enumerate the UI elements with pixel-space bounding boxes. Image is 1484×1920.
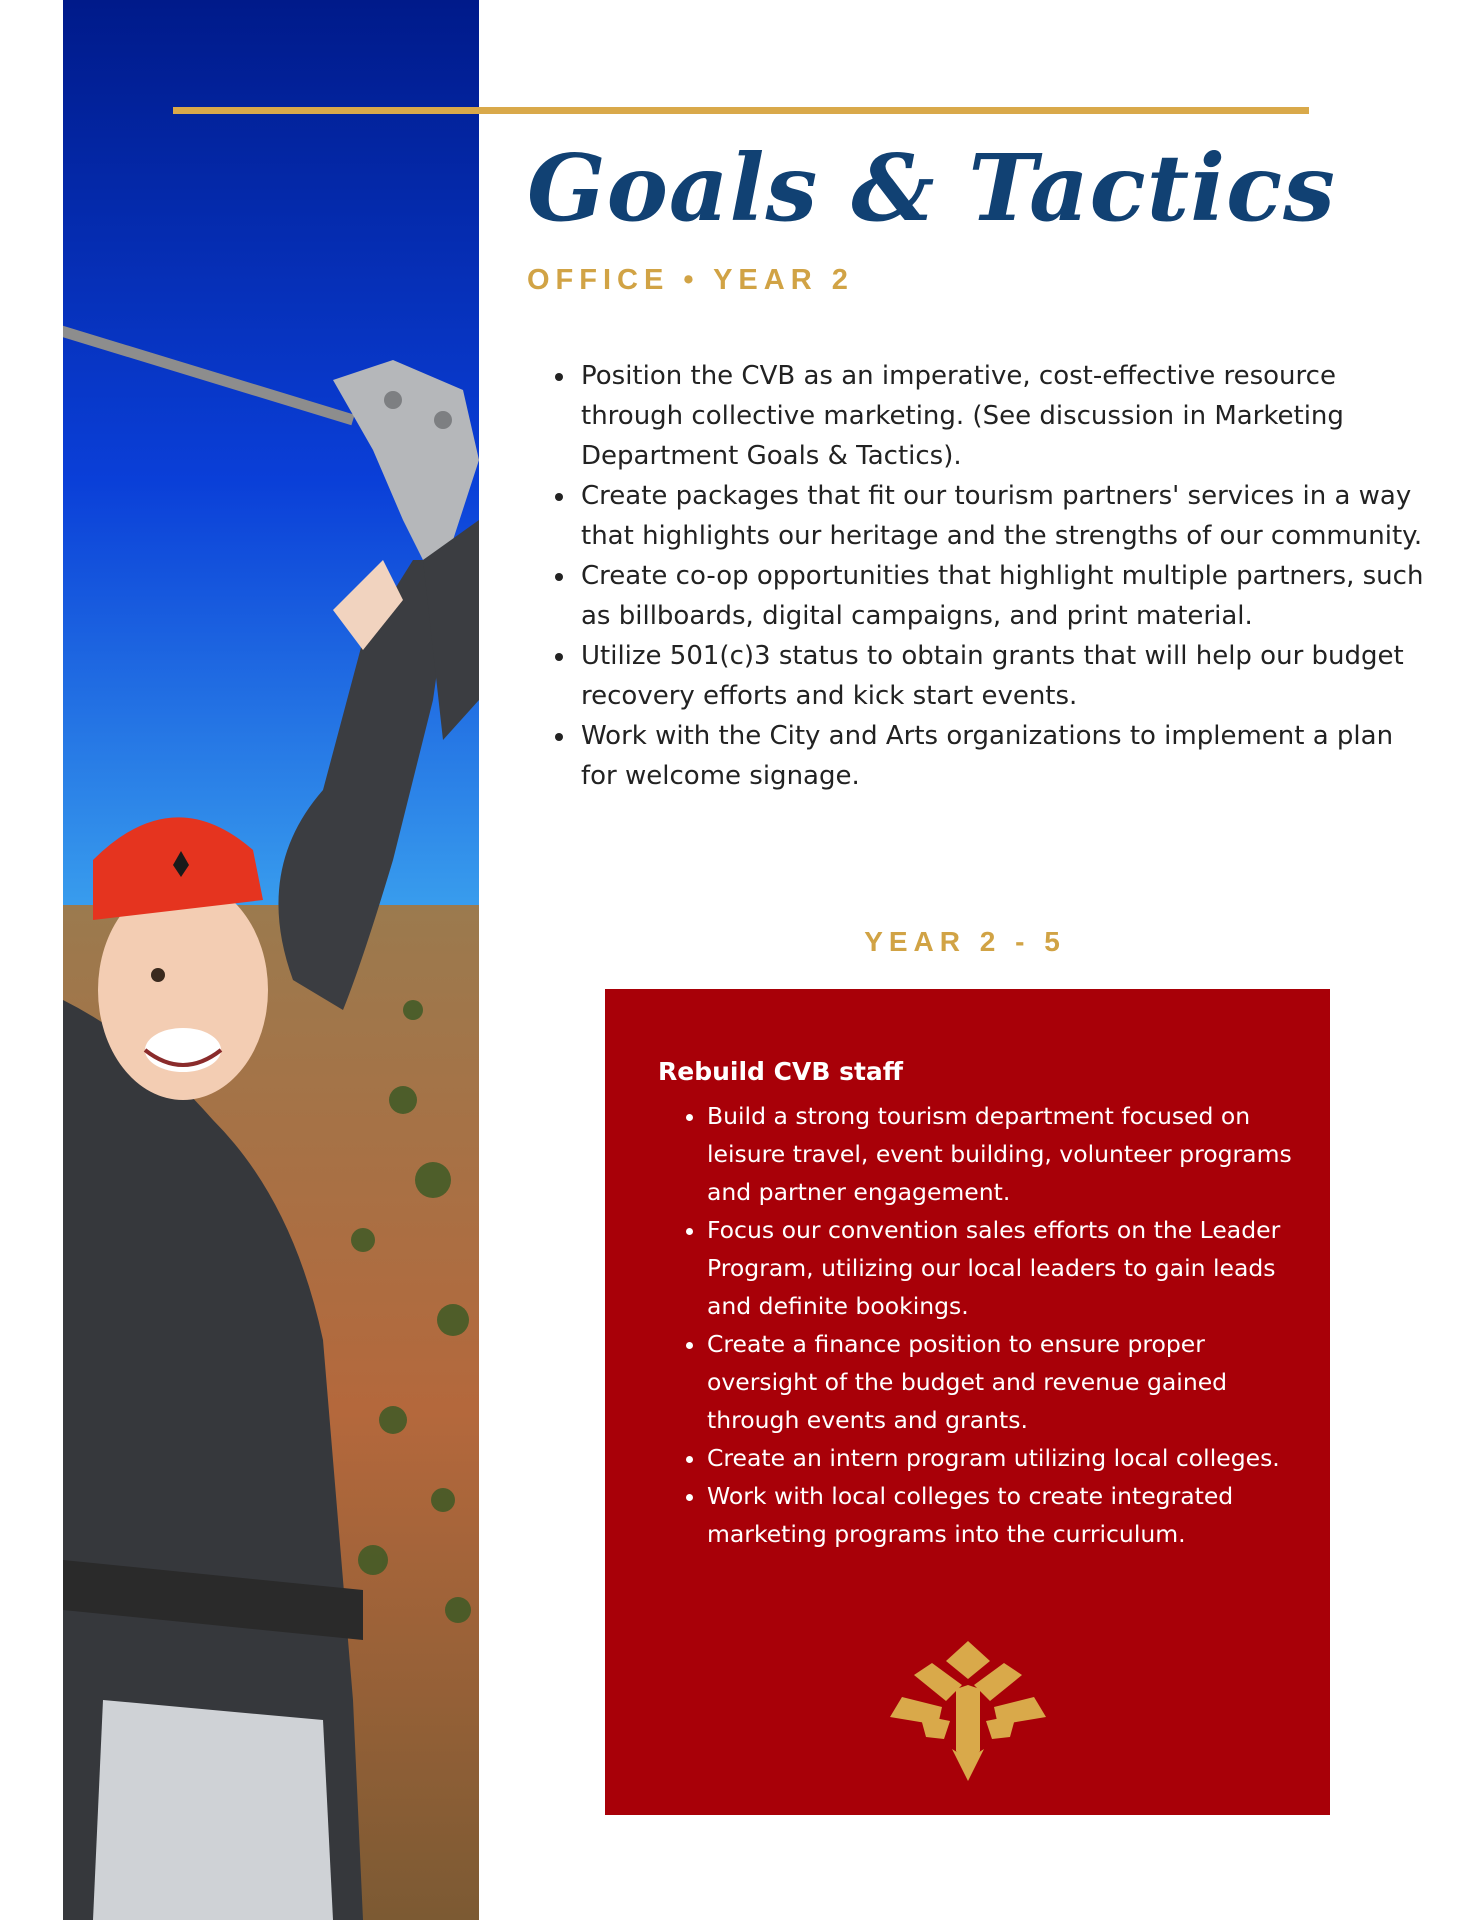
page-title: Goals & Tactics bbox=[527, 134, 1336, 242]
staff-goals-panel bbox=[605, 989, 1330, 1815]
list-item: • Utilize 501(c)3 status to obtain grants that will help our budget recovery efforts and kick start events. bbox=[577, 636, 1427, 716]
list-item: • Work with local colleges to create integrated marketing programs into the curriculum. bbox=[707, 1477, 1307, 1553]
staff-goals-list bbox=[675, 1097, 1307, 1553]
list-item: • Build a strong tourism department focused on leisure travel, event building, volunteer programs and partner engagement. bbox=[707, 1097, 1307, 1211]
ziplining-woman-photo bbox=[63, 0, 479, 1920]
list-item: • Work with the City and Arts organizations to implement a plan for welcome signage. bbox=[577, 716, 1427, 796]
list-item: • Create co-op opportunities that highlight multiple partners, such as billboards, digital campaigns, and print material. bbox=[577, 556, 1427, 636]
gold-sunburst-logo-icon bbox=[890, 1641, 1046, 1781]
list-item: • Create packages that fit our tourism partners' services in a way that highlights our heritage and the strengths of our community. bbox=[577, 476, 1427, 556]
list-item: • Position the CVB as an imperative, cost-effective resource through collective marketing. (See discussion in Marketing Department Goals & Tactics). bbox=[577, 356, 1427, 476]
office-goals-list bbox=[545, 356, 1427, 796]
panel-title: Rebuild CVB staff bbox=[658, 1057, 904, 1086]
list-item: • Create a finance position to ensure proper oversight of the budget and revenue gained through events and grants. bbox=[707, 1325, 1307, 1439]
list-item: • Create an intern program utilizing local colleges. bbox=[707, 1439, 1307, 1477]
gold-divider-rule bbox=[173, 107, 1309, 114]
section-subtitle: OFFICE • YEAR 2 bbox=[527, 264, 854, 296]
list-item: • Focus our convention sales efforts on the Leader Program, utilizing our local leaders to gain leads and definite bookings. bbox=[707, 1211, 1307, 1325]
year-range-heading: YEAR 2 - 5 bbox=[864, 926, 1066, 957]
